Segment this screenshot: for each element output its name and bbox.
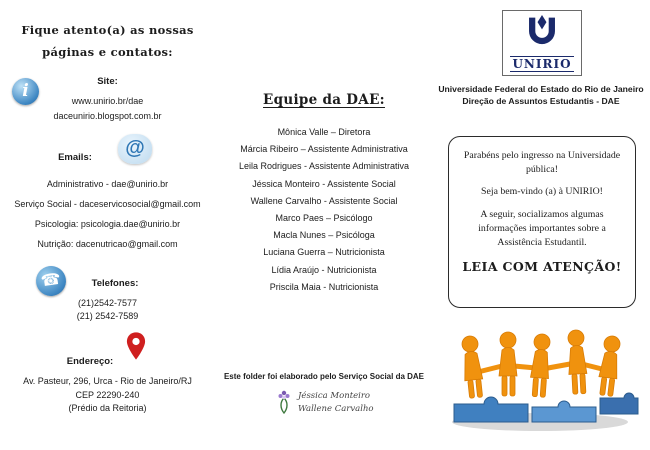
university-name: Universidade Federal do Estado do Rio de Janeiro	[438, 84, 644, 94]
site-url: www.unirio.br/dae	[71, 96, 144, 106]
phone-number: (21) 2542-7589	[76, 311, 139, 321]
welcome-box	[448, 136, 636, 308]
address-street: Av. Pasteur, 296, Urca - Rio de Janeiro/RJ	[23, 376, 192, 386]
email-psicologia: Psicologia: psicologia.dae@unirio.br	[34, 219, 181, 229]
email-icon: @	[118, 134, 152, 164]
welcome-line-1: Parabéns pelo ingresso na Universidade pública!	[463, 150, 621, 176]
welcome-attention: LEIA COM ATENÇÃO!	[462, 259, 622, 275]
team-heading: Equipe da DAE:	[263, 92, 385, 108]
team-member: Wallene Carvalho - Assistente Social	[250, 195, 398, 206]
team-member: Macla Nunes – Psicóloga	[273, 230, 375, 241]
signature: Jéssica Monteiro	[298, 391, 371, 401]
cover-panel	[432, 0, 650, 450]
contacts-panel	[0, 0, 215, 450]
team-member: Jéssica Monteiro - Assistente Social	[252, 178, 396, 189]
phones-label: Telefones:	[91, 278, 139, 289]
team-member: Marco Paes – Psicólogo	[275, 213, 373, 224]
address-building: (Prédio da Reitoria)	[68, 403, 147, 413]
unirio-logo-text: UNIRIO	[512, 56, 572, 71]
team-list	[218, 124, 430, 296]
phone-icon: ☎	[34, 264, 68, 298]
site-label: Site:	[97, 76, 118, 87]
address-label: Endereço:	[66, 356, 114, 367]
team-member: Priscila Maia - Nutricionista	[269, 281, 379, 292]
address-cep: CEP 22290-240	[75, 390, 140, 400]
team-member: Lídia Araújo - Nutricionista	[271, 264, 377, 275]
team-panel	[218, 0, 430, 450]
blog-url: daceunirio.blogspot.com.br	[53, 111, 162, 121]
team-member: Luciana Guerra – Nutricionista	[263, 247, 385, 258]
signatures	[298, 390, 418, 416]
welcome-line-2: Seja bem-vindo (a) à UNIRIO!	[481, 186, 603, 198]
unirio-u-icon	[524, 15, 560, 54]
team-member: Leila Rodrigues - Assistente Administrativa	[238, 161, 410, 172]
email-nutricao: Nutrição: dacenutricao@gmail.com	[37, 239, 178, 249]
contacts-heading: Fique atento(a) as nossas páginas e contatos:	[21, 23, 194, 59]
welcome-line-3: A seguir, socializamos algumas informações importantes sobre a Assistência Estudantil.	[478, 208, 606, 249]
emails-label: Emails:	[58, 152, 92, 163]
signature: Wallene Carvalho	[298, 404, 374, 414]
email-servico-social: Serviço Social - daceservicosocial@gmail.com	[14, 199, 201, 209]
teamwork-figures-image	[440, 306, 642, 443]
flower-icon	[276, 388, 292, 419]
department-name: Direção de Assuntos Estudantis - DAE	[462, 96, 620, 106]
email-administrativo: Administrativo - dae@unirio.br	[46, 179, 169, 189]
team-member: Mônica Valle – Diretora	[277, 127, 371, 137]
unirio-logo	[502, 10, 582, 76]
phone-number: (21)2542-7577	[77, 298, 138, 308]
info-icon: i	[12, 78, 39, 105]
folder-credit-note: Este folder foi elaborado pelo Serviço Social da DAE	[223, 372, 425, 381]
team-member: Márcia Ribeiro – Assistente Administrativa	[240, 144, 408, 155]
